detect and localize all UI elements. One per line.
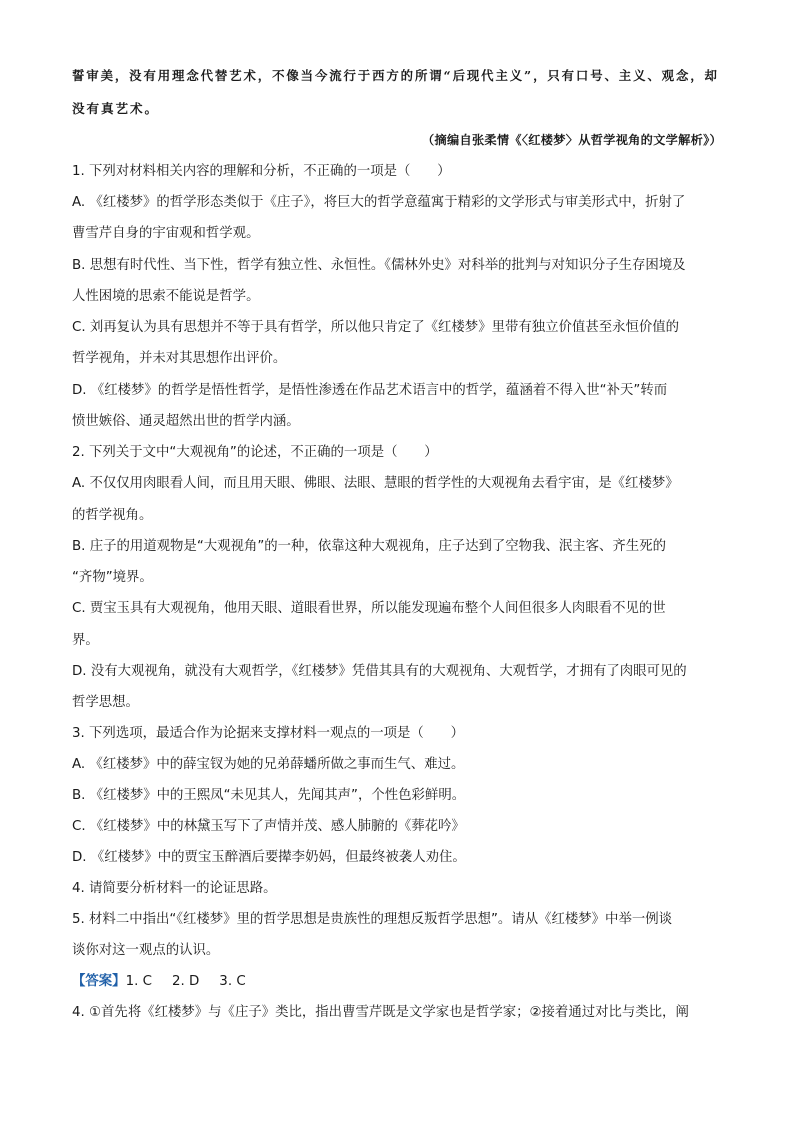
intro-line-1: 誓审美，没有用理念代替艺术，不像当今流行于西方的所谓“后现代主义”，只有口号、主义、观念，却 [72, 68, 719, 83]
q2-option-c-line-1: C. 贾宝玉具有大观视角，他用天眼、道眼看世界，所以能发现遍布整个人间但很多人肉眼看不见的世 [72, 601, 666, 616]
q2-stem: 2. 下列关于文中“大观视角”的论述，不正确的一项是（ ） [72, 445, 438, 460]
q3-option-b: B. 《红楼梦》中的王熙凤“未见其人，先闻其声”，个性色彩鲜明。 [72, 788, 466, 803]
q3-option-d: D. 《红楼梦》中的贾宝玉醉酒后要撵李奶妈，但最终被袭人劝住。 [72, 850, 466, 865]
q1-option-b-line-1: B. 思想有时代性、当下性，哲学有独立性、永恒性。《儒林外史》对科举的批判与对知识分子生存困境及 [72, 258, 686, 273]
q1-option-a-line-2: 曹雪芹自身的宇宙观和哲学观。 [72, 226, 260, 241]
q2-option-b-line-2: “齐物”境界。 [72, 570, 153, 585]
q5-stem-line-1: 5. 材料二中指出“《红楼梦》里的哲学思想是贵族性的理想反叛哲学思想”。请从《红楼梦》中举一例谈 [72, 912, 673, 927]
q3-option-a: A. 《红楼梦》中的薛宝钗为她的兄弟薛蟠所做之事而生气、难过。 [72, 757, 465, 772]
q1-option-c-line-1: C. 刘再复认为具有思想并不等于具有哲学，所以他只肯定了《红楼梦》里带有独立价值甚至永恒价值的 [72, 320, 680, 335]
q3-option-c: C. 《红楼梦》中的林黛玉写下了声情并茂、感人肺腑的《葬花吟》 [72, 819, 465, 834]
intro-line-2: 没有真艺术。 [72, 101, 159, 116]
source-citation: （摘编自张柔情《〈红楼梦〉从哲学视角的文学解析》） [422, 133, 722, 147]
q1-option-c-line-2: 哲学视角，并未对其思想作出评价。 [72, 351, 287, 366]
answer-4-line-1: 4. ①首先将《红楼梦》与《庄子》类比，指出曹雪芹既是文学家也是哲学家；②接着通过对比与类比，阐 [72, 1005, 689, 1020]
q1-option-d-line-2: 愤世嫉俗、通灵超然出世的哲学内涵。 [72, 414, 300, 429]
q2-option-d-line-2: 哲学思想。 [72, 695, 139, 710]
q2-option-c-line-2: 界。 [72, 633, 99, 648]
answer-2: 2. D [171, 974, 200, 989]
q2-option-a-line-2: 的哲学视角。 [72, 508, 153, 523]
q1-option-b-line-2: 人性困境的思索不能说是哲学。 [72, 289, 260, 304]
answer-1: 1. C [125, 974, 152, 989]
q2-option-b-line-1: B. 庄子的用道观物是“大观视角”的一种，依靠这种大观视角，庄子达到了空物我、泯主客、齐生死的 [72, 539, 666, 554]
q4-stem: 4. 请简要分析材料一的论证思路。 [72, 881, 277, 896]
q1-option-a-line-1: A. 《红楼梦》的哲学形态类似于《庄子》，将巨大的哲学意蕴寓于精彩的文学形式与审美形式中，折射了 [72, 195, 686, 210]
answer-line [72, 972, 266, 992]
q3-stem: 3. 下列选项，最适合作为论据来支撑材料一观点的一项是（ ） [72, 726, 464, 741]
q1-stem: 1. 下列对材料相关内容的理解和分析，不正确的一项是（ ） [72, 164, 451, 179]
answer-3: 3. C [219, 974, 246, 989]
q5-stem-line-2: 谈你对这一观点的认识。 [72, 943, 220, 958]
answer-label: 【答案】 [72, 974, 126, 989]
q1-option-d-line-1: D. 《红楼梦》的哲学是悟性哲学，是悟性渗透在作品艺术语言中的哲学，蕴涵着不得入世“补天”转而 [72, 383, 668, 398]
q2-option-a-line-1: A. 不仅仅用肉眼看人间，而且用天眼、佛眼、法眼、慧眼的哲学性的大观视角去看宇宙，是《红楼梦》 [72, 476, 679, 491]
q2-option-d-line-1: D. 没有大观视角，就没有大观哲学，《红楼梦》凭借其具有的大观视角、大观哲学，才拥有了肉眼可见的 [72, 664, 687, 679]
